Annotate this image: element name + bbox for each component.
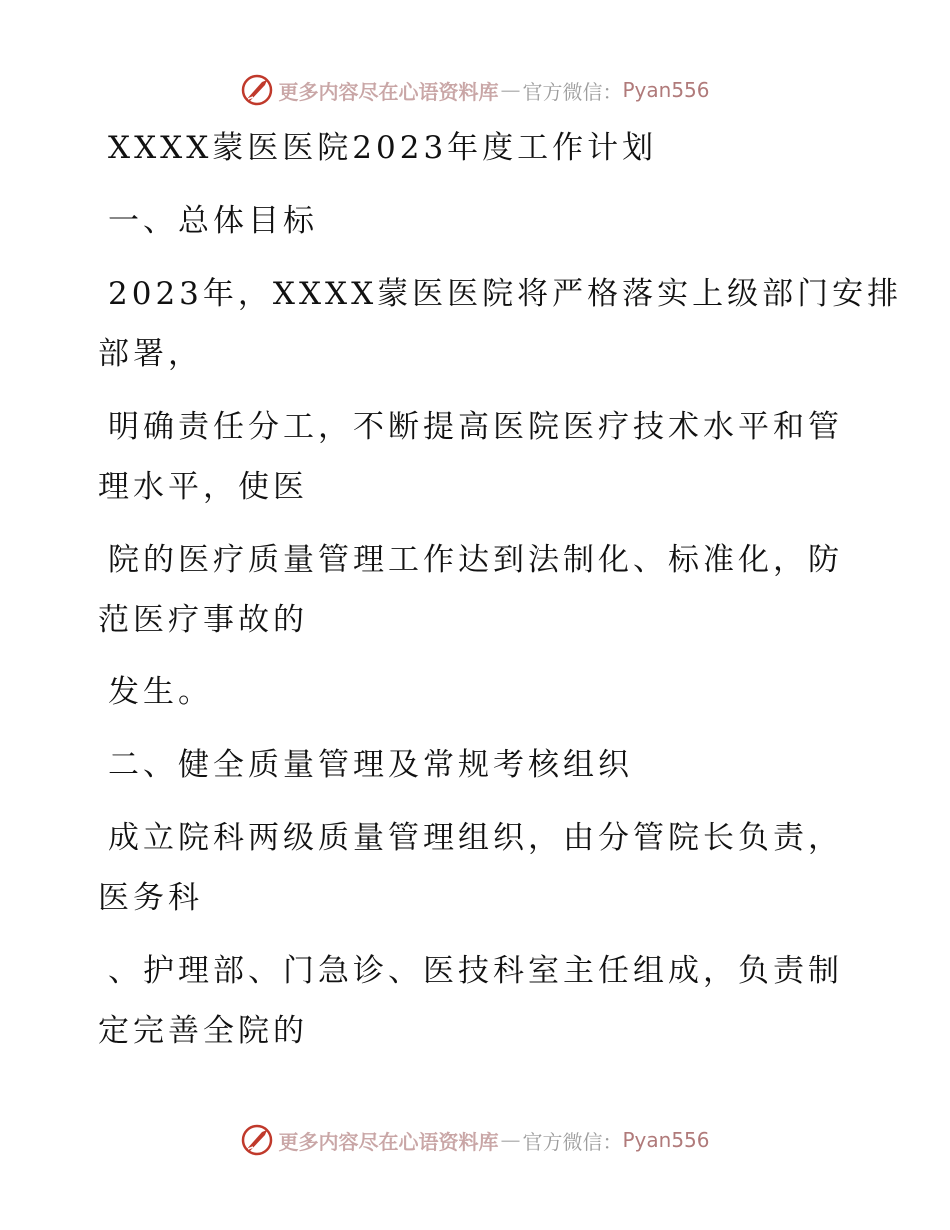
watermark-wechat-id: Pyan556: [622, 78, 710, 102]
paragraph-line: 、护理部、门急诊、医技科室主任组成，负责制: [108, 953, 843, 989]
quill-pen-logo-icon: [240, 1123, 274, 1157]
watermark-banner-top: [0, 70, 950, 110]
paragraph-line: 发生。: [108, 674, 213, 710]
watermark-text: 更多内容尽在心语资料库: [278, 1129, 499, 1154]
section-heading-2: 二、健全质量管理及常规考核组织: [108, 747, 633, 783]
watermark-separator: —: [500, 1128, 521, 1152]
paragraph-line: 2023年，XXXX蒙医医院将严格落实上级部门安排: [108, 276, 903, 312]
paragraph-line: 定完善全院的: [98, 1013, 308, 1049]
paragraph-line: 成立院科两级质量管理组织，由分管院长负责，: [108, 820, 843, 856]
paragraph-line: 院的医疗质量管理工作达到法制化、标准化，防: [108, 542, 843, 578]
document-title: XXXX蒙医医院2023年度工作计划: [108, 130, 658, 166]
watermark-wechat-label: 官方微信：: [522, 79, 623, 104]
section-heading-1: 一、总体目标: [108, 203, 318, 239]
watermark-separator: —: [500, 78, 521, 102]
watermark-wechat-id: Pyan556: [622, 1128, 710, 1152]
quill-pen-logo-icon: [240, 73, 274, 107]
paragraph-line: 范医疗事故的: [98, 602, 308, 638]
paragraph-line: 部署，: [98, 336, 203, 372]
paragraph-line: 明确责任分工，不断提高医院医疗技术水平和管: [108, 409, 843, 445]
watermark-wechat-label: 官方微信：: [522, 1129, 623, 1154]
watermark-text: 更多内容尽在心语资料库: [278, 79, 499, 104]
paragraph-line: 医务科: [98, 880, 203, 916]
watermark-banner-bottom: [0, 1120, 950, 1160]
paragraph-line: 理水平，使医: [98, 469, 308, 505]
